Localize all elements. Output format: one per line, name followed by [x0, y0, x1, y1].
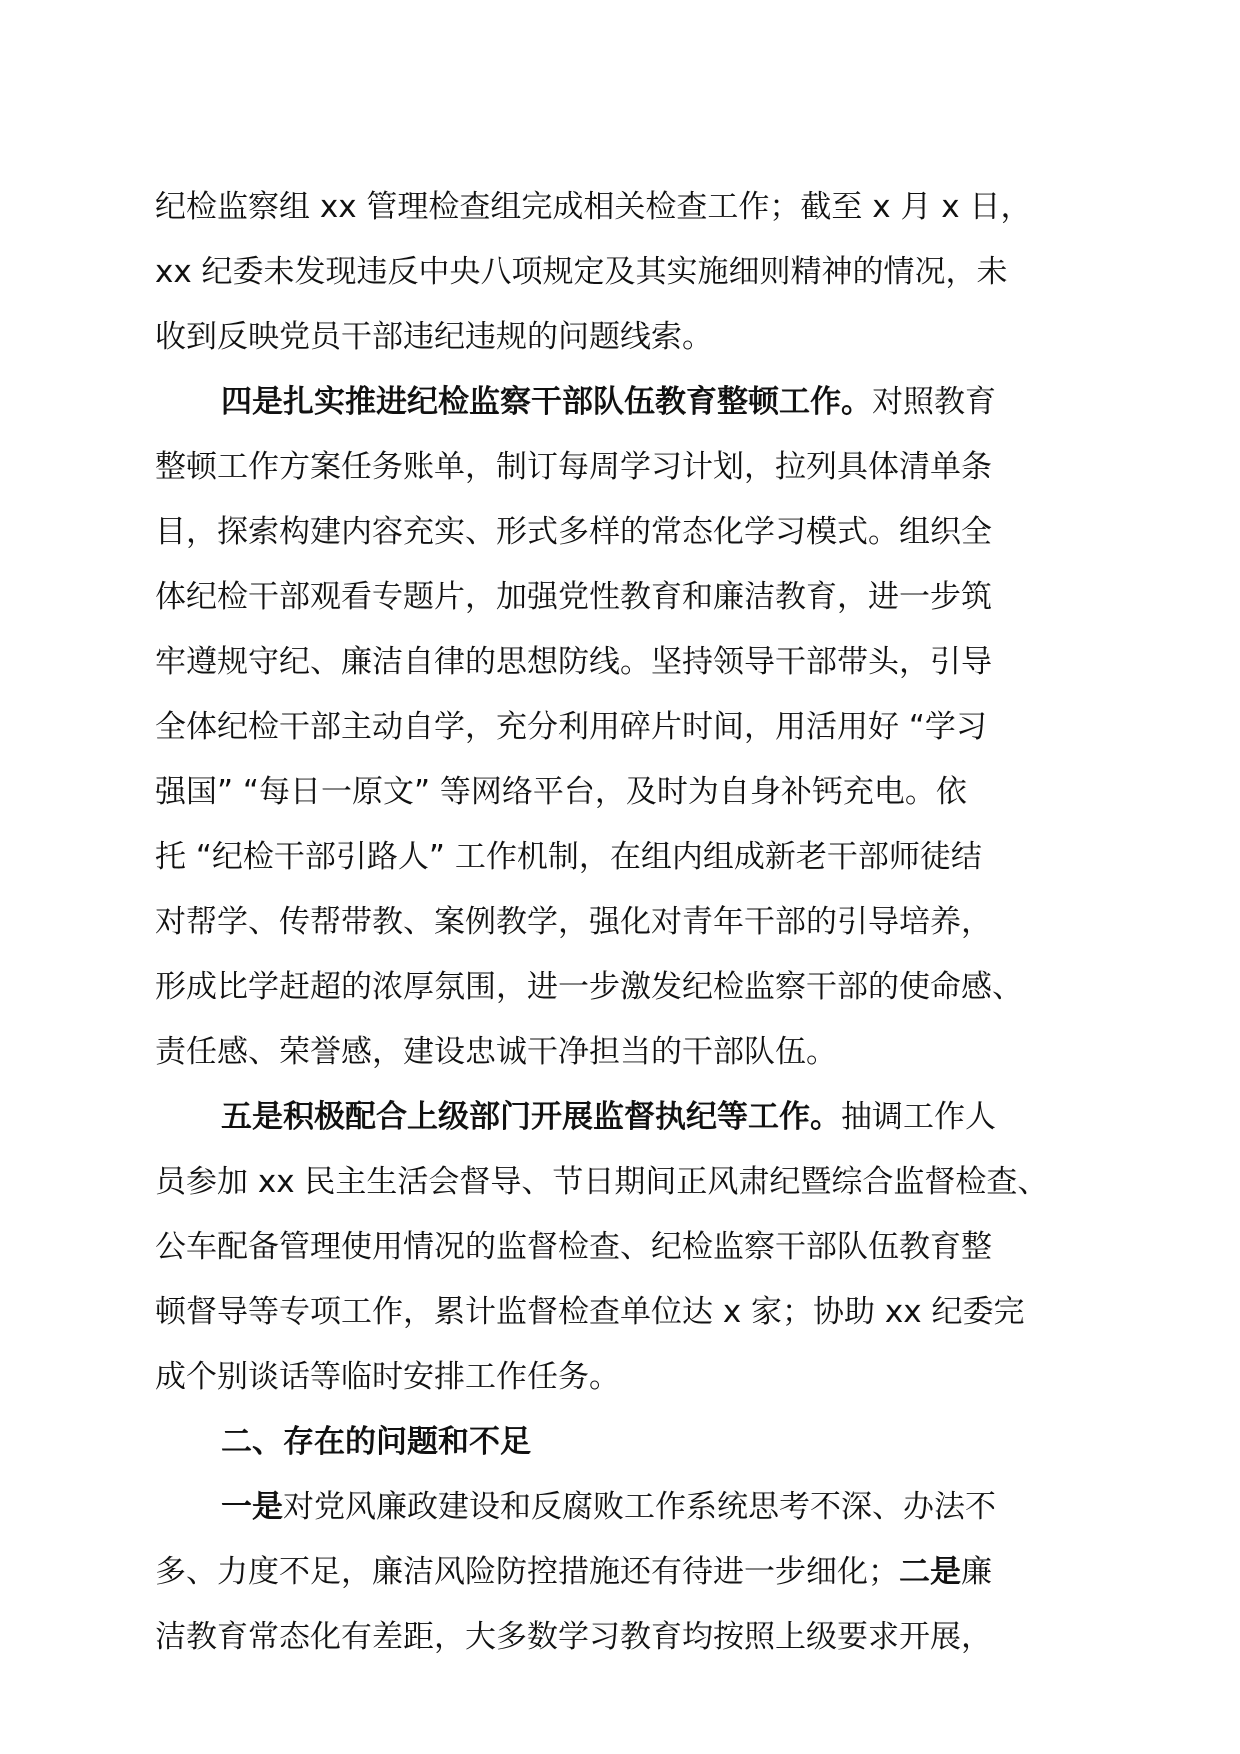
- text-line-part: 廉: [961, 1554, 992, 1590]
- text-line: 公车配备管理使用情况的监督检查、纪检监察干部队伍教育整: [155, 1229, 992, 1265]
- text-line: 整顿工作方案任务账单，制订每周学习计划，拉列具体清单条: [155, 449, 992, 485]
- paragraph-first-line: [155, 1475, 1095, 1540]
- text-line: 成个别谈话等临时安排工作任务。: [155, 1359, 620, 1395]
- paragraph-first-line-text: 对照教育: [872, 384, 996, 420]
- text-line: 体纪检干部观看专题片，加强党性教育和廉洁教育，进一步筑: [155, 579, 992, 615]
- paragraph-first-line-text: 抽调工作人: [841, 1099, 996, 1135]
- text-line: 洁教育常态化有差距，大多数学习教育均按照上级要求开展，: [155, 1619, 992, 1655]
- paragraph-lead-bold: 二是: [899, 1554, 961, 1590]
- text-line: [155, 1540, 1095, 1605]
- paragraph-first-line-text: 对党风廉政建设和反腐败工作系统思考不深、办法不: [283, 1489, 996, 1525]
- text-line: 顿督导等专项工作，累计监督检查单位达 x 家；协助 xx 纪委完: [155, 1294, 1025, 1330]
- paragraph-4: [155, 1475, 1095, 1670]
- text-line: 纪检监察组 xx 管理检查组完成相关检查工作；截至 x 月 x 日，: [155, 189, 1032, 225]
- text-line-part: 多、力度不足，廉洁风险防控措施还有待进一步细化；: [155, 1554, 899, 1590]
- text-line: xx 纪委未发现违反中央八项规定及其实施细则精神的情况，未: [155, 254, 1008, 290]
- text-line: 牢遵规守纪、廉洁自律的思想防线。坚持领导干部带头，引导: [155, 644, 992, 680]
- paragraph-lead-bold: 一是: [221, 1489, 283, 1525]
- text-line: 全体纪检干部主动自学，充分利用碎片时间，用活用好 “学习: [155, 709, 987, 745]
- text-line: 员参加 xx 民主生活会督导、节日期间正风肃纪暨综合监督检查、: [155, 1164, 1049, 1200]
- text-line: 收到反映党员干部违纪违规的问题线索。: [155, 319, 713, 355]
- text-line: 强国” “每日一原文” 等网络平台，及时为自身补钙充电。依: [155, 774, 967, 810]
- document-page: [155, 175, 1095, 1670]
- text-line: 托 “纪检干部引路人” 工作机制，在组内组成新老干部师徒结: [155, 839, 982, 875]
- text-line: 对帮学、传帮带教、案例教学，强化对青年干部的引导培养，: [155, 904, 992, 940]
- paragraph-lead-bold: 四是扎实推进纪检监察干部队伍教育整顿工作。: [221, 384, 872, 420]
- text-line: 目，探索构建内容充实、形式多样的常态化学习模式。组织全: [155, 514, 992, 550]
- paragraph-lead-bold: 五是积极配合上级部门开展监督执纪等工作。: [221, 1099, 841, 1135]
- text-line: 形成比学赶超的浓厚氛围，进一步激发纪检监察干部的使命感、: [155, 969, 1023, 1005]
- paragraph-1: [155, 175, 1095, 370]
- text-line: 责任感、荣誉感，建设忠诚干净担当的干部队伍。: [155, 1034, 837, 1070]
- paragraph-first-line: [155, 370, 1095, 435]
- paragraph-3: [155, 1085, 1095, 1410]
- section-heading: 二、存在的问题和不足: [221, 1424, 531, 1460]
- paragraph-2: [155, 370, 1095, 1085]
- paragraph-first-line: [155, 1085, 1095, 1150]
